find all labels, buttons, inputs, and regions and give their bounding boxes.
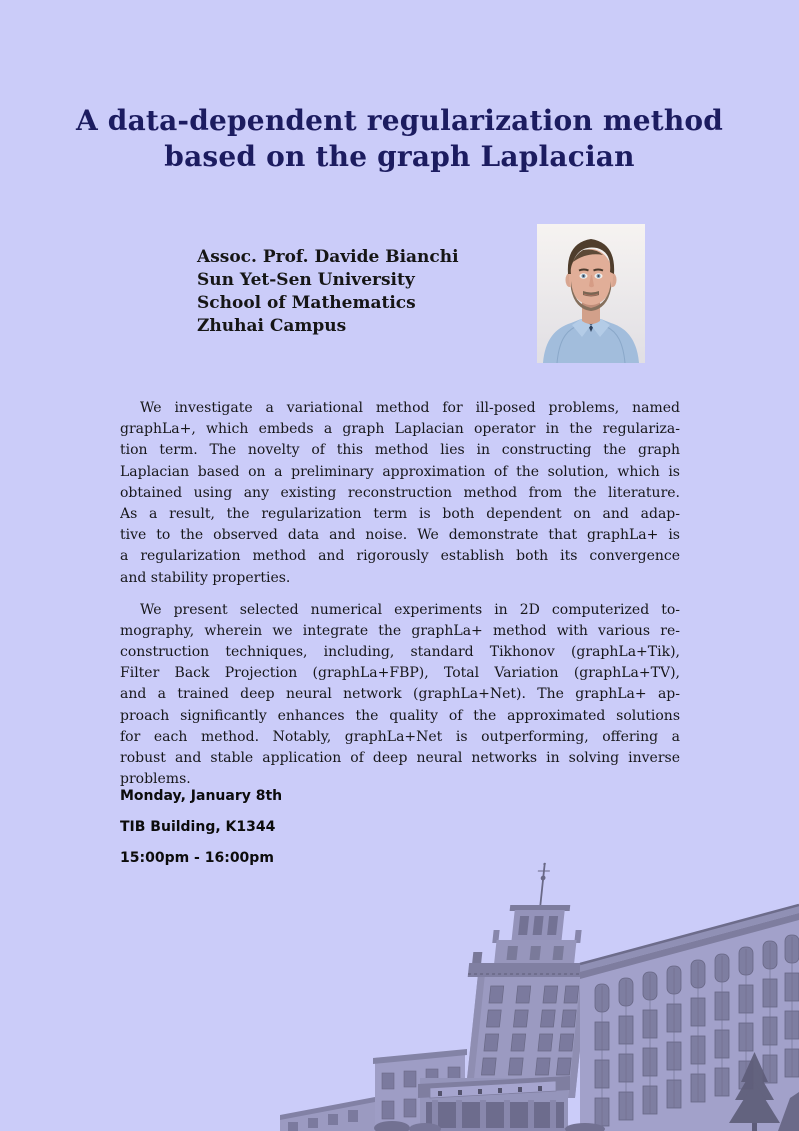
abstract-line: construction techniques, including, standard Tikhonov (graphLa+Tik), (120, 644, 680, 661)
speaker-department: School of Mathematics (197, 293, 416, 313)
abstract-line: a regularization method and rigorously establish both its convergence (120, 548, 680, 565)
building-left-annex (280, 1097, 375, 1131)
abstract-line: for each method. Notably, graphLa+Net is outperforming, offering a (120, 728, 680, 745)
abstract-line: tion term. The novelty of this method lies in constructing the graph (120, 442, 680, 459)
speaker-info (197, 246, 459, 338)
abstract-paragraph-2 (120, 600, 680, 791)
building-entrance (418, 1076, 570, 1131)
abstract-line: Laplacian based on a preliminary approximation of the solution, which is (120, 463, 680, 480)
abstract-line: We present selected numerical experiments in 2D computerized to- (140, 601, 680, 618)
portrait-illustration (537, 224, 645, 363)
event-details (120, 787, 282, 880)
speaker-campus: Zhuhai Campus (197, 316, 347, 336)
tower-spire (534, 863, 551, 907)
abstract-line: proach significantly enhances the quality of the approximated solutions (120, 707, 680, 724)
abstract-line: graphLa+, which embeds a graph Laplacian operator in the regulariza- (120, 421, 680, 438)
title-line-1: A data-dependent regularization method (75, 104, 724, 137)
poster-title (0, 103, 799, 175)
speaker-affiliation: Sun Yet-Sen University (197, 270, 415, 290)
abstract-line: and a trained deep neural network (graphLa+Net). The graphLa+ ap- (120, 686, 680, 703)
speaker-name: Assoc. Prof. Davide Bianchi (197, 247, 459, 267)
title-line-2: based on the graph Laplacian (164, 140, 635, 173)
abstract-line: tive to the observed data and noise. We demonstrate that graphLa+ is (120, 527, 680, 544)
abstract-line: We investigate a variational method for ill-posed problems, named (140, 400, 680, 416)
university-building-image (280, 860, 799, 1131)
event-location: TIB Building, K1344 (120, 819, 276, 835)
abstract (120, 398, 680, 790)
abstract-line: mography, wherein we integrate the graphLa+ method with various re- (120, 622, 680, 639)
abstract-paragraph-1 (120, 398, 680, 589)
speaker-portrait-photo (537, 224, 645, 363)
event-date: Monday, January 8th (120, 788, 283, 804)
abstract-line: As a result, the regularization term is both dependent on and adap- (120, 505, 680, 522)
abstract-line: and stability properties. (120, 569, 291, 586)
abstract-line: problems. (120, 771, 191, 788)
event-time: 15:00pm - 16:00pm (120, 850, 274, 866)
abstract-line: robust and stable application of deep neural networks in solving inverse (120, 750, 680, 766)
abstract-line: obtained using any existing reconstruction method from the literature. (120, 484, 680, 501)
abstract-line: Filter Back Projection (graphLa+FBP), Total Variation (graphLa+TV), (120, 665, 680, 682)
